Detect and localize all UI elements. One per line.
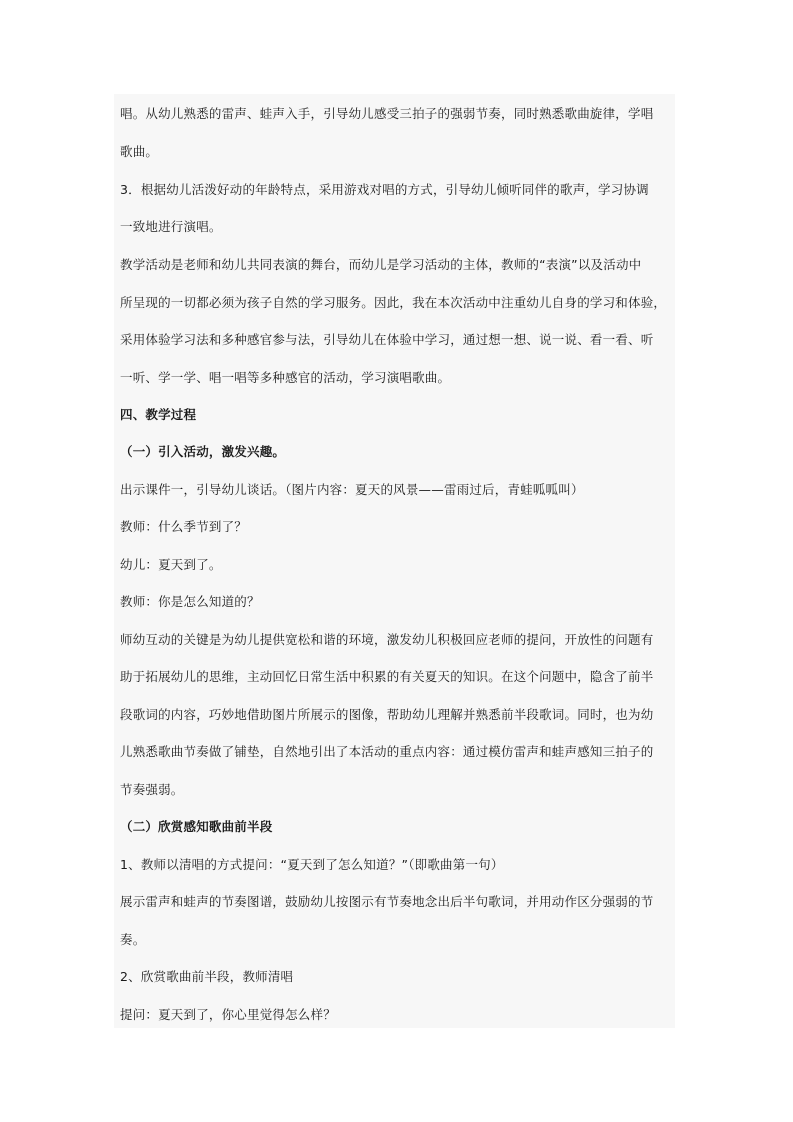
paragraph-line: 2、欣赏歌曲前半段，教师清唱	[120, 969, 294, 984]
paragraph-line: 唱。从幼儿熟悉的雷声、蛙声入手，引导幼儿感受三拍子的强弱节奏，同时熟悉歌曲旋律，学唱	[120, 106, 654, 121]
paragraph-line: 段歌词的内容，巧妙地借助图片所展示的图像，帮助幼儿理解并熟悉前半段歌词。同时，也为幼	[120, 707, 654, 722]
paragraph-line: 出示课件一，引导幼儿谈话。（图片内容：夏天的风景——雷雨过后，青蛙呱呱叫）	[120, 482, 584, 497]
dialogue-line: 幼儿：夏天到了。	[120, 557, 222, 572]
paragraph-line: 儿熟悉歌曲节奏做了铺垫，自然地引出了本活动的重点内容：通过模仿雷声和蛙声感知三拍子的	[120, 744, 654, 759]
subsection-heading: （二）欣赏感知歌曲前半段	[120, 819, 273, 834]
paragraph-line: 1、教师以清唱的方式提问：“夏天到了怎么知道？”（即歌曲第一句）	[120, 857, 504, 872]
paragraph-line: 提问：夏天到了，你心里觉得怎么样？	[120, 1007, 336, 1022]
paragraph-line: 3．根据幼儿活泼好动的年龄特点，采用游戏对唱的方式，引导幼儿倾听同伴的歌声，学习协调	[120, 182, 649, 197]
paragraph-line: 所呈现的一切都必须为孩子自然的学习服务。因此，我在本次活动中注重幼儿自身的学习和体验，	[120, 295, 667, 310]
paragraph-line: 采用体验学习法和多种感官参与法，引导幼儿在体验中学习，通过想一想、说一说、看一看、听	[120, 332, 654, 347]
section-heading: 四、教学过程	[120, 407, 197, 422]
paragraph-line: 一致地进行演唱。	[120, 219, 222, 234]
paragraph-line: 一听、学一学、唱一唱等多种感官的活动，学习演唱歌曲。	[120, 370, 451, 385]
paragraph-line: 助于拓展幼儿的思维，主动回忆日常生活中积累的有关夏天的知识。在这个问题中，隐含了前半	[120, 669, 654, 684]
paragraph-line: 奏。	[120, 932, 146, 947]
dialogue-line: 教师：什么季节到了？	[120, 519, 248, 534]
paragraph-line: 节奏强弱。	[120, 782, 184, 797]
dialogue-line: 教师：你是怎么知道的？	[120, 594, 260, 609]
paragraph-line: 师幼互动的关键是为幼儿提供宽松和谐的环境，激发幼儿积极回应老师的提问，开放性的问题有	[120, 632, 654, 647]
subsection-heading: （一）引入活动，激发兴趣。	[120, 444, 286, 459]
paragraph-line: 展示雷声和蛙声的节奏图谱，鼓励幼儿按图示有节奏地念出后半句歌词，并用动作区分强弱的节	[120, 894, 654, 909]
paragraph-line: 歌曲。	[120, 144, 159, 159]
paragraph-line: 教学活动是老师和幼儿共同表演的舞台，而幼儿是学习活动的主体，教师的“表演”以及活动中	[120, 257, 642, 272]
